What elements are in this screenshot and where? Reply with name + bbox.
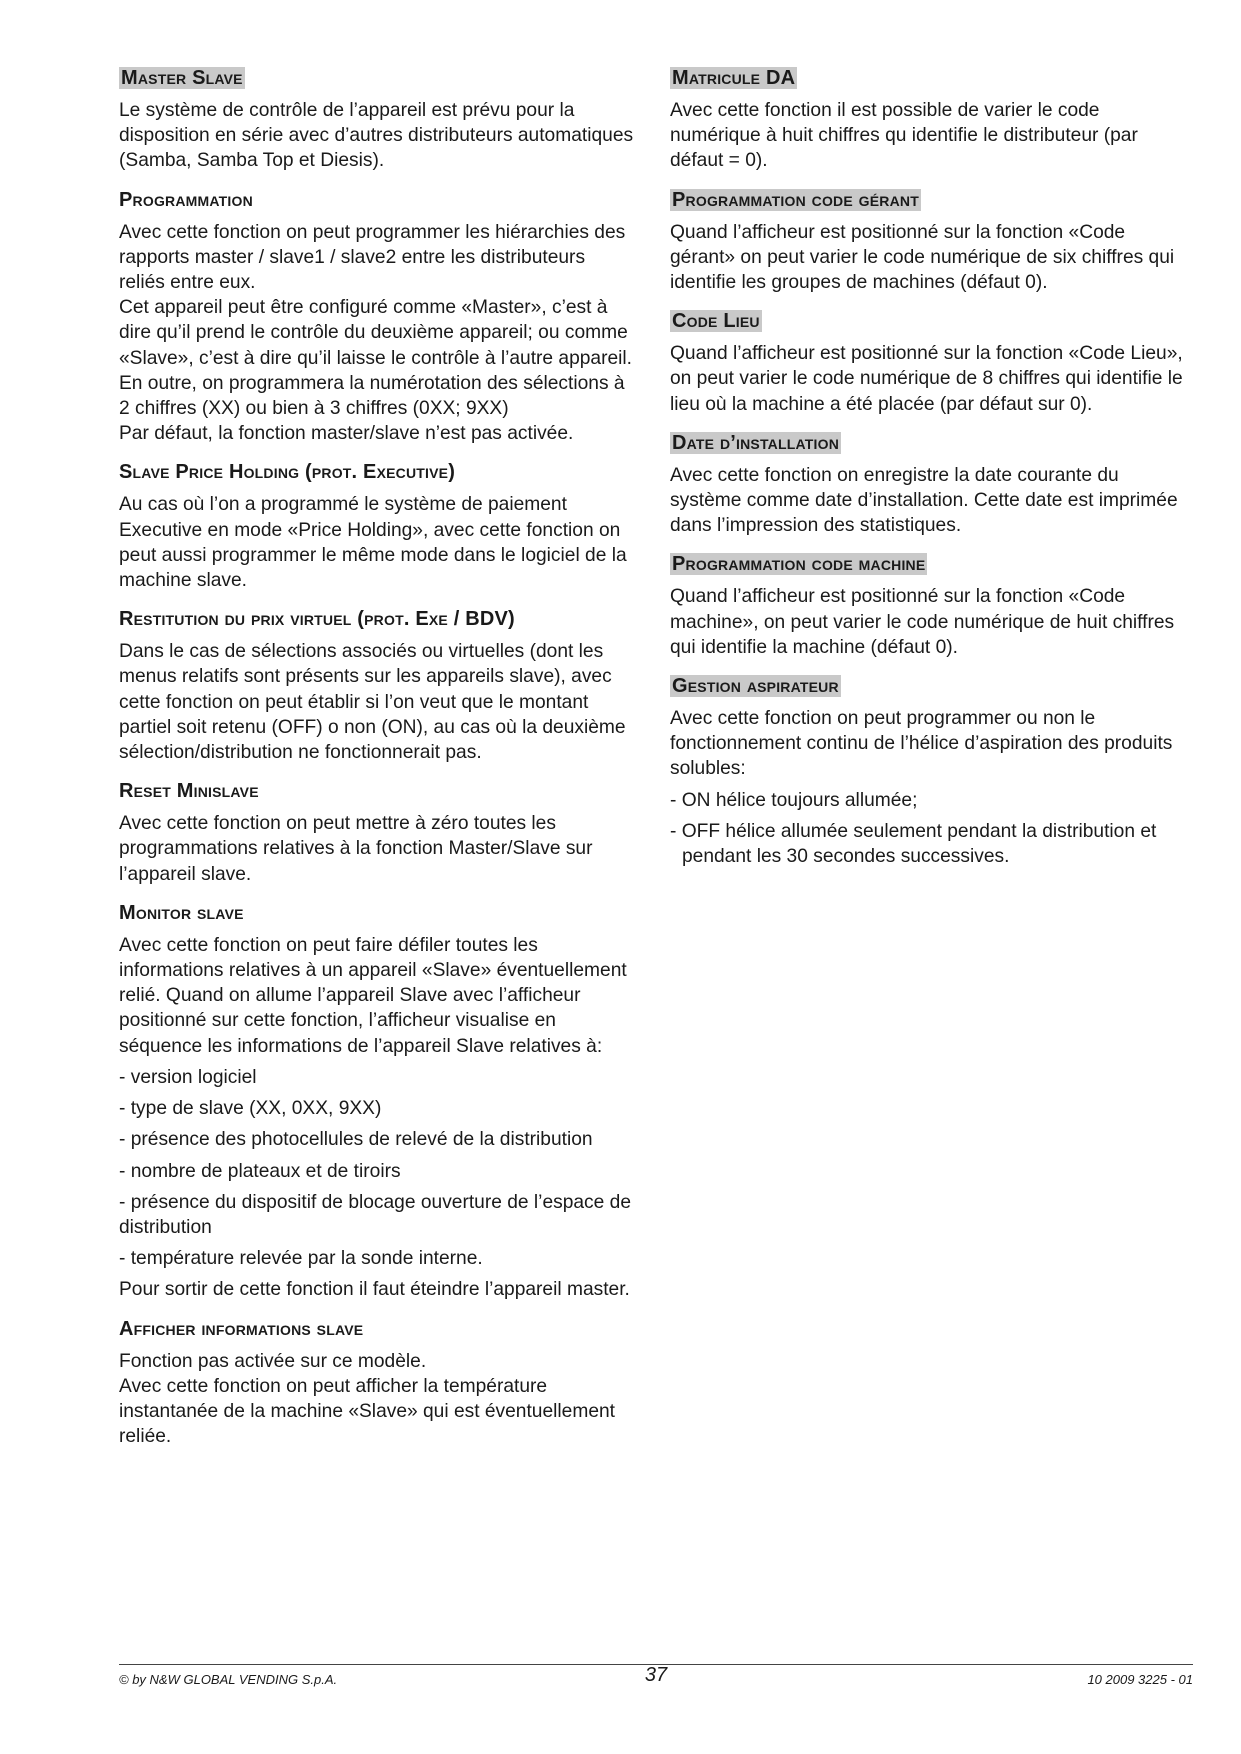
paragraph: Quand l’afficheur est positionné sur la fonction «Code Lieu», on peut varier le code numérique de 8 chiffres qui identifie le lieu où la machine a été placée (par défaut sur 0).: [670, 343, 1183, 415]
heading-code-machine: Programmation code machine: [672, 553, 926, 576]
heading-matricule: Matricule DA: [672, 67, 796, 89]
heading-monitor-slave: Monitor slave: [119, 901, 244, 924]
section-date-installation: [670, 431, 1195, 539]
section-monitor-slave: [119, 901, 634, 1303]
section-code-machine: [670, 552, 1195, 660]
paragraph: Par défaut, la fonction master/slave n’est pas activée.: [119, 423, 574, 445]
heading-slave-price-holding: Slave Price Holding (prot. Executive): [119, 461, 456, 484]
list-item: - OFF hélice allumée seulement pendant la distribution et pendant les 30 secondes successives.: [670, 820, 1157, 868]
heading-afficher-informations: Afficher informations slave: [119, 1317, 364, 1340]
section-master-slave: [119, 66, 634, 174]
heading-master-slave: Master Slave: [121, 67, 243, 89]
paragraph: Avec cette fonction on peut faire défiler toutes les informations relatives à un appareil «Slave» éventuellement relié. Quand on allume l’appareil Slave avec l’afficheur positionné sur cette fonction, l’afficheur visualise en séquence les informations de l’appareil Slave relatives à:: [119, 934, 627, 1057]
heading-date-installation: Date d’installation: [672, 431, 840, 454]
section-matricule: [670, 66, 1195, 174]
list-item: - présence des photocellules de relevé de la distribution: [119, 1129, 593, 1151]
section-gestion-aspirateur: [670, 674, 1195, 869]
footer-document-code: 10 2009 3225 - 01: [1087, 1672, 1193, 1687]
list-item: - type de slave (XX, 0XX, 9XX): [119, 1098, 382, 1120]
section-restitution: [119, 607, 634, 765]
paragraph: Avec cette fonction on peut afficher la température instantanée de la machine «Slave» qui est éventuellement reliée.: [119, 1375, 616, 1448]
page-number: 37: [644, 1664, 668, 1686]
section-reset-minislave: [119, 779, 634, 887]
list-item: - ON hélice toujours allumée;: [670, 789, 918, 811]
paragraph: Avec cette fonction on enregistre la date courante du système comme date d’installation. Cette date est imprimée dans l’impression des statistiques.: [670, 464, 1178, 537]
list-item: - température relevée par la sonde interne.: [119, 1248, 483, 1270]
paragraph: Dans le cas de sélections associés ou virtuelles (dont les menus relatifs sont présents sur les appareils slave), avec cette fonction on peut établir si l’on veut que le montant partiel soit retenu (OFF) o non (ON), au cas où la deuxième sélection/distribution ne fonctionnerait pas.: [119, 641, 626, 764]
heading-code-lieu: Code Lieu: [672, 310, 760, 333]
list-item: - nombre de plateaux et de tiroirs: [119, 1160, 401, 1182]
section-code-gerant: [670, 188, 1195, 296]
paragraph: Le système de contrôle de l’appareil est prévu pour la disposition en série avec d’autres distributeurs automatiques (Samba, Samba Top et Diesis).: [119, 100, 634, 172]
heading-code-gerant: Programmation code gérant: [672, 188, 919, 211]
paragraph: Avec cette fonction il est possible de varier le code numérique à huit chiffres qu identifie le distributeur (par défaut = 0).: [670, 100, 1138, 172]
heading-programmation: Programmation: [119, 188, 253, 211]
right-column: [670, 66, 1195, 883]
left-column: [119, 66, 634, 1463]
paragraph: Quand l’afficheur est positionné sur la fonction «Code gérant» on peut varier le code numérique de six chiffres qui identifie les groupes de machines (défaut 0).: [670, 221, 1175, 294]
paragraph: Quand l’afficheur est positionné sur la fonction «Code machine», on peut varier le code numérique de huit chiffres qui identifie la machine (défaut 0).: [670, 586, 1175, 658]
section-slave-price-holding: [119, 460, 634, 593]
paragraph: Avec cette fonction on peut programmer les hiérarchies des rapports master / slave1 / slave2 entre les distributeurs reliés entre eux.: [119, 221, 626, 294]
paragraph: Avec cette fonction on peut mettre à zéro toutes les programmations relatives à la fonction Master/Slave sur l’appareil slave.: [119, 813, 593, 885]
section-afficher-informations: [119, 1317, 634, 1450]
section-programmation: [119, 188, 634, 447]
paragraph: Cet appareil peut être configuré comme «Master», c’est à dire qu’il prend le contrôle du deuxième appareil; ou comme «Slave», c’est à dire qu’il laisse le contrôle à l’autre appareil.: [119, 297, 633, 369]
footer-copyright: © by N&W GLOBAL VENDING S.p.A.: [119, 1672, 338, 1687]
section-code-lieu: [670, 309, 1195, 417]
heading-gestion-aspirateur: Gestion aspirateur: [672, 675, 839, 698]
paragraph: Pour sortir de cette fonction il faut éteindre l’appareil master.: [119, 1279, 630, 1301]
heading-restitution: Restitution du prix virtuel (prot. Exe / BDV): [119, 608, 515, 631]
list-item: - présence du dispositif de blocage ouverture de l’espace de distribution: [119, 1191, 631, 1238]
paragraph: Fonction pas activée sur ce modèle.: [119, 1350, 427, 1372]
list-item: - version logiciel: [119, 1066, 257, 1088]
paragraph: En outre, on programmera la numérotation des sélections à 2 chiffres (XX) ou bien à 3 chiffres (0XX; 9XX): [119, 372, 625, 420]
heading-reset-minislave: Reset Minislave: [119, 780, 259, 803]
paragraph: Avec cette fonction on peut programmer ou non le fonctionnement continu de l’hélice d’aspiration des produits solubles:: [670, 708, 1173, 780]
paragraph: Au cas où l’on a programmé le système de paiement Executive en mode «Price Holding», avec cette fonction on peut aussi programmer le même mode dans le logiciel de la machine slave.: [119, 494, 627, 592]
